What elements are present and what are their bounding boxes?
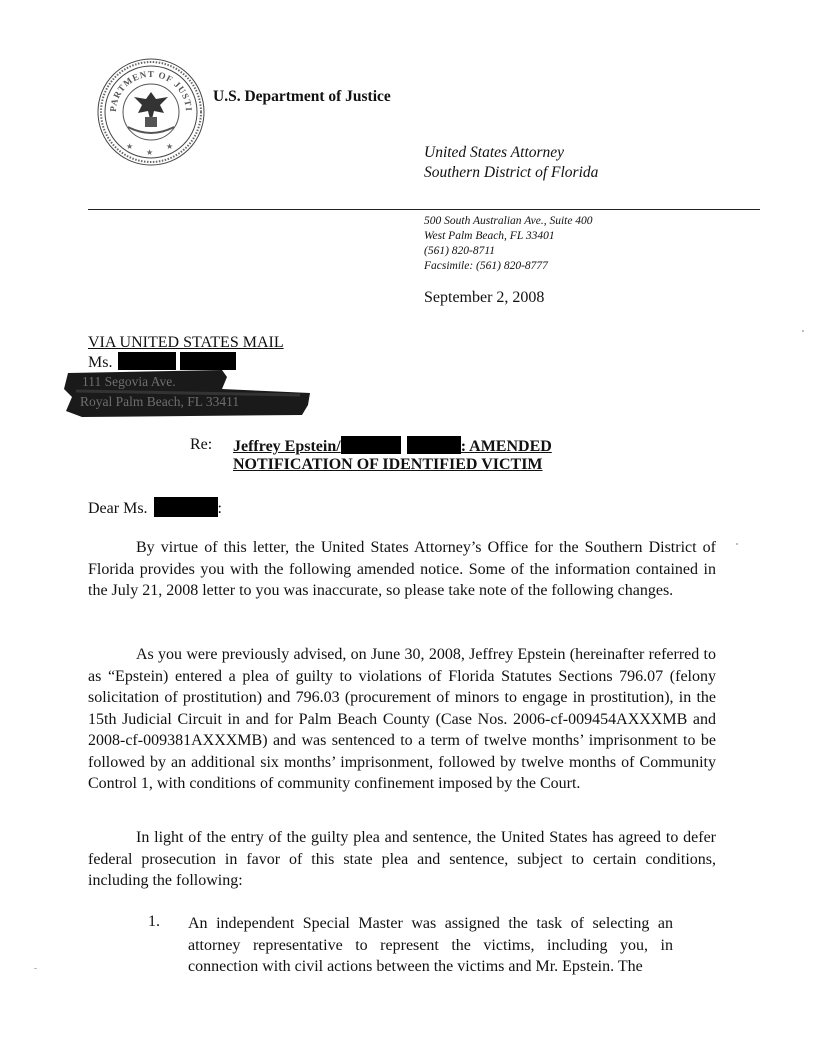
office-address bbox=[424, 214, 593, 274]
address-line: (561) 820-8711 bbox=[424, 245, 496, 257]
paragraph-text: As you were previously advised, on June 30, 2008, Jeffrey Epstein (hereinafter referred to as “Epstein) entered a plea of guilty to violations of Florida Statutes Sections 796.07 (felony solicitation of prostitution) and 796.03 (procurement of minors to engage in prostitution), in the 15th Judicial Circuit in and for Palm Beach County (Case Nos. 2006-cf-009454AXXXMB and 2008-cf-009381AXXXMB) and was sentenced to a term of twelve months’ imprisonment to be followed by an additional six months’ imprisonment, followed by twelve months of Community Control 1, with conditions of community confinement imposed by the Court. bbox=[88, 646, 716, 792]
paragraph-text: By virtue of this letter, the United States Attorney’s Office for the Southern District of Florida provides you with the following amended notice. Some of the information contained in the July 21, 2008 letter to you was inaccurate, so please take note of the following changes. bbox=[88, 539, 716, 599]
svg-text:★: ★ bbox=[166, 142, 174, 151]
paragraph-text: In light of the entry of the guilty plea and sentence, the United States has agreed to defer federal prosecution in favor of this state plea and sentence, subject to certain conditions, including the following: bbox=[88, 829, 716, 889]
list-item-number: 1. bbox=[148, 913, 160, 930]
office-line-2: Southern District of Florida bbox=[424, 164, 599, 181]
svg-text:DEPARTMENT OF JUSTICE: PARTMENT OF JUSTI bbox=[107, 68, 195, 113]
letter-date: September 2, 2008 bbox=[424, 289, 545, 306]
delivery-method: VIA UNITED STATES MAIL bbox=[88, 334, 284, 351]
scan-speck bbox=[34, 968, 37, 969]
agency-name: U.S. Department of Justice bbox=[213, 88, 391, 105]
greeting-colon: : bbox=[217, 500, 222, 517]
body-paragraph bbox=[88, 827, 716, 892]
subject-line-1 bbox=[233, 436, 552, 456]
recipient-prefix: Ms. bbox=[88, 354, 113, 371]
subject-line-2: NOTIFICATION OF IDENTIFIED VICTIM bbox=[233, 456, 543, 473]
subject-amended: : AMENDED bbox=[460, 438, 552, 455]
address-line: West Palm Beach, FL 33401 bbox=[424, 230, 555, 242]
scan-speck bbox=[736, 543, 738, 545]
letterhead-rule bbox=[88, 209, 760, 210]
body-paragraph bbox=[88, 644, 716, 795]
body-paragraph bbox=[88, 537, 716, 602]
office-line-1: United States Attorney bbox=[424, 144, 565, 161]
greeting-prefix: Dear Ms. bbox=[88, 500, 148, 517]
subject-name: Jeffrey Epstein/ bbox=[233, 438, 341, 455]
redaction-box bbox=[154, 497, 218, 517]
office-title bbox=[424, 143, 598, 183]
svg-text:★: ★ bbox=[126, 142, 134, 151]
list-item-text: An independent Special Master was assigned the task of selecting an attorney representative to represent the victims, including you, in connection with civil actions between the victims and Mr. Epstein. The bbox=[188, 915, 673, 975]
redaction-box bbox=[407, 436, 461, 454]
greeting bbox=[88, 497, 222, 518]
recipient-city: Royal Palm Beach, FL 33411 bbox=[80, 394, 240, 409]
doj-seal bbox=[96, 57, 206, 167]
svg-text:★: ★ bbox=[146, 148, 154, 157]
redaction-box bbox=[341, 436, 401, 454]
address-line: Facsimile: (561) 820-8777 bbox=[424, 260, 548, 272]
address-line: 500 South Australian Ave., Suite 400 bbox=[424, 215, 593, 227]
recipient-street: 111 Segovia Ave. bbox=[82, 374, 176, 389]
address-redaction bbox=[62, 367, 312, 419]
scan-speck bbox=[802, 330, 804, 332]
subject-label: Re: bbox=[190, 436, 213, 453]
